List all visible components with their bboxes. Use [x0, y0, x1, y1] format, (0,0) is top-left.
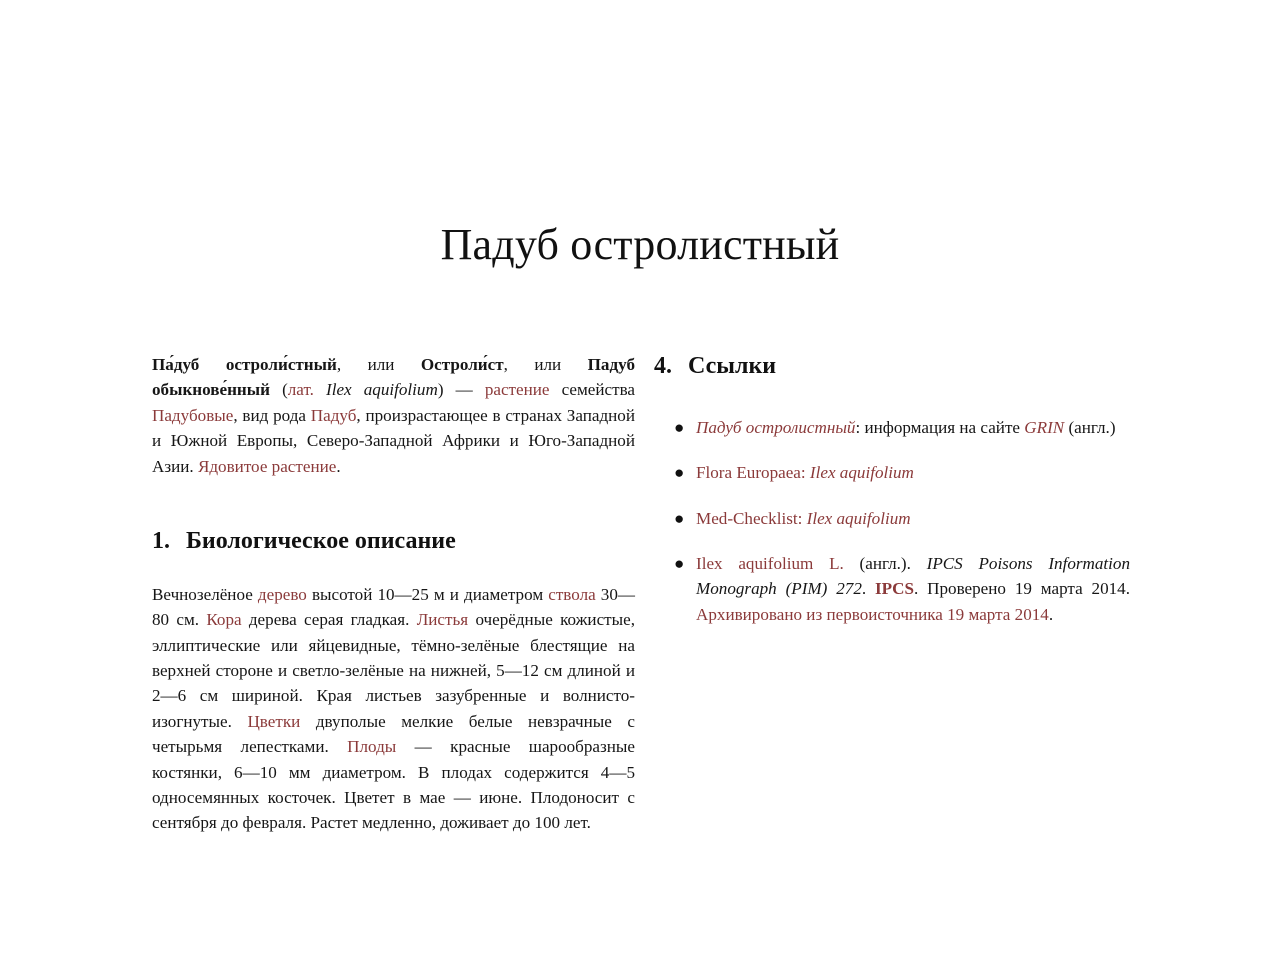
ref1-species-link[interactable]: Падуб остролистный — [696, 417, 856, 437]
intro-paragraph — [152, 352, 635, 479]
ref2-source-label[interactable]: Flora Europaea: — [696, 463, 810, 483]
link-poisonous-plant[interactable]: Ядовитое растение — [197, 456, 337, 476]
left-column — [152, 352, 635, 836]
ref4-plain-4: . — [1048, 604, 1054, 624]
list-item[interactable] — [654, 460, 1130, 485]
bio-text-2: высотой 10—25 м и диаметром — [306, 584, 549, 604]
species-name-alt-1: Остроли́ст — [420, 355, 504, 374]
species-name-alt-2: Падуб обыкнове́нный — [152, 355, 635, 400]
link-fruits[interactable]: Плоды — [347, 737, 397, 757]
link-trunk[interactable]: ствола — [548, 584, 596, 604]
list-item[interactable] — [654, 506, 1130, 531]
link-flowers[interactable]: Цветки — [247, 711, 301, 731]
ref3-binomial[interactable]: Ilex aquifolium — [806, 508, 911, 528]
intro-text-b: , вид рода — [233, 405, 311, 425]
spacer-after-bio-heading — [152, 556, 635, 582]
two-column-body — [0, 352, 1280, 960]
ref4-title-link[interactable]: Ilex aquifolium L. — [696, 554, 844, 574]
link-tree[interactable]: дерево — [257, 584, 307, 604]
link-family[interactable]: Падубовые — [152, 405, 234, 425]
intro-sep-1: , или — [336, 355, 421, 374]
ref4-monograph-title: IPCS Poisons Information Monograph (PIM) 272 — [696, 554, 1130, 599]
right-column — [654, 352, 1130, 627]
ref4-plain-1: (англ.). — [843, 554, 927, 574]
ref4-plain-2: . — [861, 579, 876, 599]
spacer-after-links-heading — [654, 381, 1130, 415]
ref3-source-label[interactable]: Med-Checklist: — [696, 508, 807, 528]
bio-text-5: очерёдные кожистые, эллиптические или яйцевидные, тёмно-зелёные блестящие на верхней стороне и светло-зелёные на нижней, 5—12 см длиной и 2—6 см шириной. Края листьев зазубренные и волнисто-изогнутые. — [152, 610, 635, 731]
latin-label-link[interactable]: лат. — [287, 380, 314, 400]
list-item[interactable] — [654, 551, 1130, 627]
em-dash: — — [455, 380, 485, 400]
bio-text-4: дерева серая гладкая. — [241, 610, 417, 630]
ref4-publisher-link[interactable]: IPCS — [875, 579, 914, 599]
ref4-archive-link[interactable]: Архивировано из первоисточника 19 марта 2014 — [696, 604, 1049, 624]
ref1-plain-1: : информация на сайте — [855, 417, 1025, 437]
heading-number-4: 4. — [654, 353, 672, 379]
reference-list — [654, 415, 1130, 627]
ref4-plain-3: . Проверено 19 марта 2014. — [913, 579, 1131, 599]
bio-text-1: Вечнозелёное — [152, 584, 258, 604]
bullet-icon: ● — [674, 508, 685, 528]
intro-text-d: . — [336, 456, 341, 476]
link-bark[interactable]: Кора — [206, 610, 242, 630]
list-item[interactable] — [654, 415, 1130, 440]
bullet-icon: ● — [674, 417, 685, 437]
species-name-primary: Па́дуб остроли́стный — [152, 355, 337, 374]
biological-description-paragraph — [152, 582, 635, 836]
bio-text-7: — красные шарообразные костянки, 6—10 мм диаметром. В плодах содержится 4—5 односемянных косточек. Цветет в мае — июне. Плодоносит с сентября до февраля. Растет медленно, доживает до 100 лет. — [152, 737, 635, 833]
latin-binomial: Ilex aquifolium — [313, 380, 438, 400]
paren-close: ) — [437, 380, 456, 400]
page-title: Падуб остролистный — [440, 220, 840, 270]
heading-number-1: 1. — [152, 528, 170, 555]
ref1-grin-link[interactable]: GRIN — [1024, 417, 1065, 437]
heading-biological-description — [152, 527, 635, 556]
link-genus[interactable]: Падуб — [310, 405, 357, 425]
intro-sep-2: , или — [503, 355, 588, 374]
intro-text-a: семейства — [549, 380, 636, 400]
ref1-plain-2: (англ.) — [1064, 417, 1116, 437]
spacer-before-bio-heading — [152, 479, 635, 527]
paren-open: ( — [269, 380, 288, 400]
link-plant[interactable]: растение — [484, 380, 550, 400]
heading-text-4: Ссылки — [688, 353, 777, 379]
intro-text-c: , произрастающее в странах Западной и Южной Европы, Северо-Западной Африки и Юго-Западной Азии. — [152, 405, 635, 476]
bullet-icon: ● — [674, 463, 685, 483]
ref2-binomial[interactable]: Ilex aquifolium — [809, 463, 914, 483]
heading-text-1: Биологическое описание — [186, 528, 456, 555]
bio-text-6: двуполые мелкие белые невзрачные с четырьмя лепестками. — [152, 711, 635, 757]
link-leaves[interactable]: Листья — [416, 610, 469, 630]
bio-text-3: 30—80 см. — [152, 584, 635, 630]
bullet-icon: ● — [674, 554, 685, 574]
heading-links — [654, 352, 1130, 381]
